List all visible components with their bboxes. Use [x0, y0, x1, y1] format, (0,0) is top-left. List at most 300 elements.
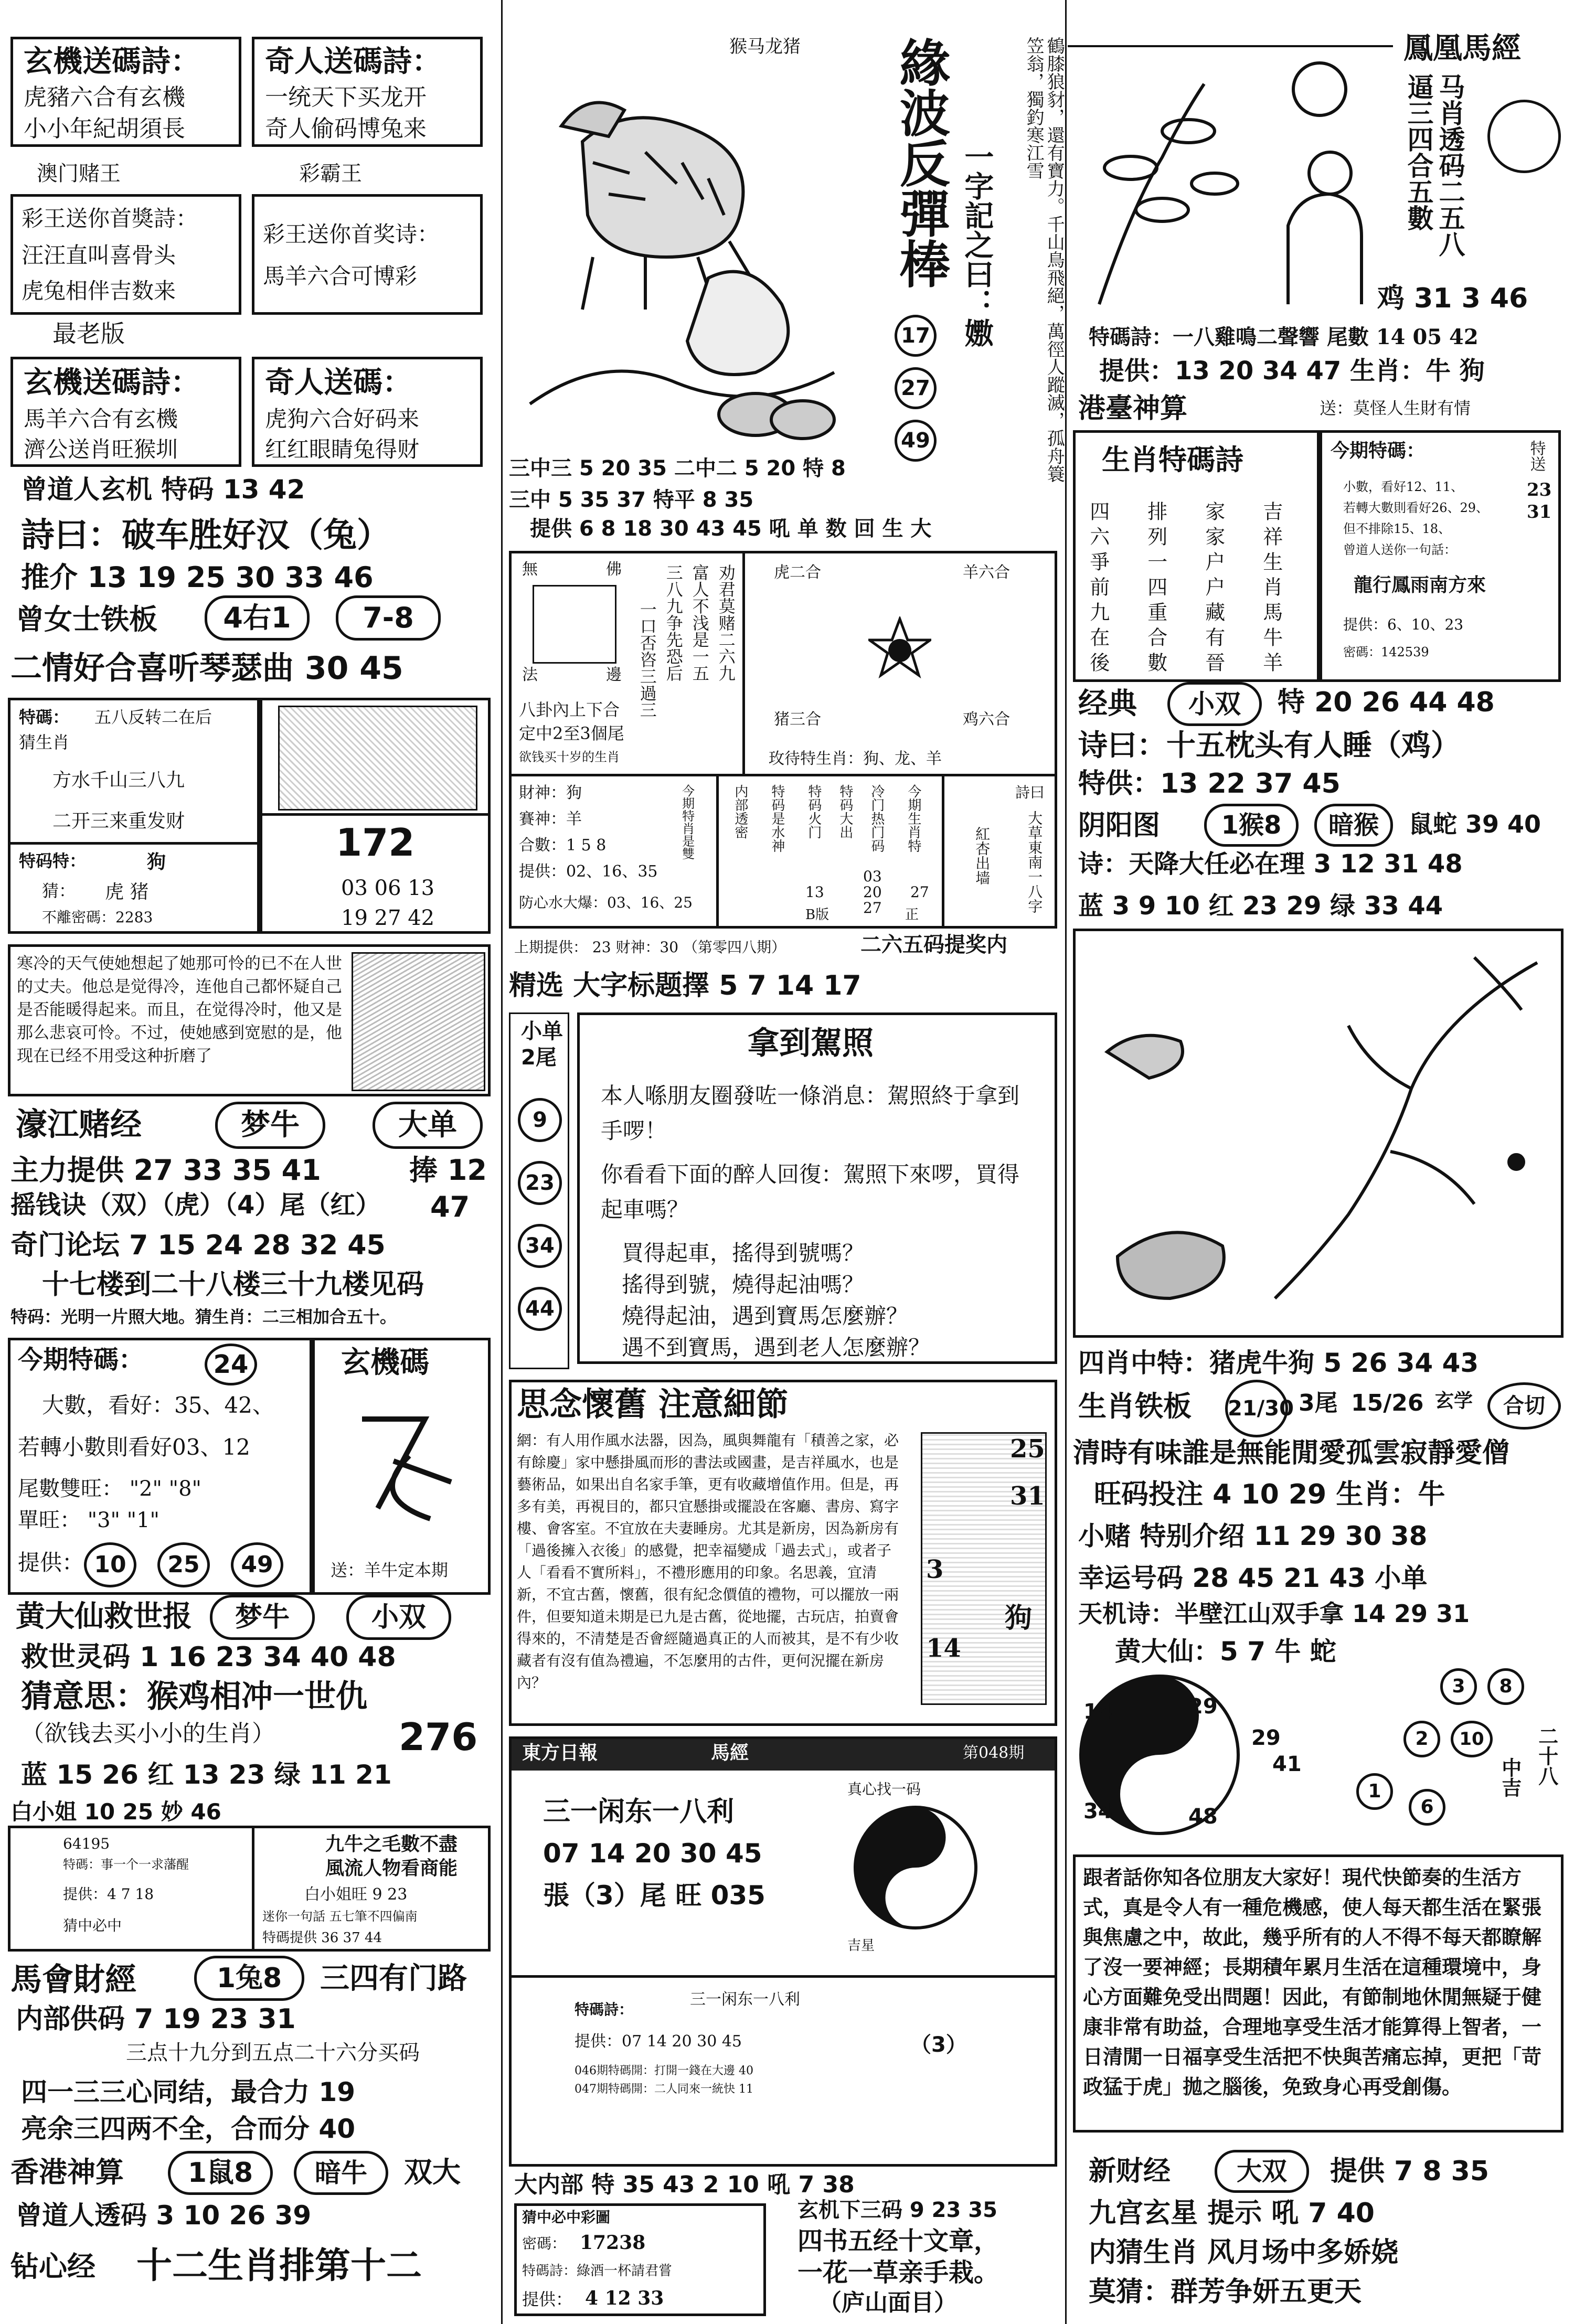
circled-word: 1猴8: [1204, 804, 1299, 847]
number: 34: [1083, 1799, 1113, 1824]
handwritten-line: 香港神算: [10, 2156, 124, 2189]
divider: [252, 1828, 254, 1949]
circled-number: 6: [1409, 1789, 1445, 1826]
handwritten-line: 三中 5 35 37 特平 8 35: [509, 488, 754, 512]
header-text: 馬經: [711, 1742, 749, 1764]
vertical-text: 四六爭前九在後: [1086, 501, 1110, 677]
poem-title: 奇人送碼：: [265, 365, 412, 400]
handwritten-line: 濠江赌经: [16, 1106, 142, 1143]
caitu-box: [8, 1826, 491, 1952]
tema-box: [8, 698, 260, 934]
handwritten-line: 曾女士铁板: [16, 603, 157, 636]
divider: [262, 813, 488, 816]
divider: [512, 1975, 1055, 1978]
handwritten-line: 九宫玄星 提示 吼 7 40: [1089, 2198, 1375, 2229]
vertical-text: 逼三四合五數: [1403, 73, 1434, 231]
handwritten-line: 大内部 特 35 43 2 10 吼 7 38: [514, 2171, 855, 2198]
label: 送：羊牛定本期: [331, 1560, 449, 1580]
tiger-icon: [509, 58, 845, 456]
article-line: 買得起車，搖得到號嗎？: [622, 1240, 865, 1266]
number: 03: [863, 868, 882, 885]
number: 14: [926, 1634, 961, 1663]
label: 白小姐旺 9 23: [304, 1885, 408, 1904]
label: 詩曰: [1015, 784, 1045, 801]
label: 提供：07 14 20 30 45: [575, 2032, 742, 2051]
vertical-text: 吉祥生肖馬牛羊: [1259, 501, 1283, 677]
vertical-text: 一字記之曰：嫐: [960, 142, 995, 347]
handwritten-line: 提供 6 8 18 30 43 45 吼 单 数 回 生 大: [530, 517, 932, 541]
divider: [716, 774, 719, 929]
vertical-text: 一口否咨三過三: [637, 601, 657, 718]
label: 特送: [1527, 440, 1546, 472]
circled-word: 1兔8: [194, 1956, 304, 2001]
handwritten-line: 提供：13 20 34 47 生肖：牛 狗: [1099, 356, 1485, 386]
vertical-text: 今期特肖是雙: [679, 784, 695, 860]
shengxiao-poem-box: [1073, 430, 1320, 682]
handwritten-line: 曾道人透码 3 10 26 39: [16, 2200, 312, 2231]
notice-box: [1073, 1854, 1564, 2133]
vertical-text: 富人不浅是一五: [689, 564, 710, 681]
poem-line: 馬羊六合可博彩: [263, 263, 418, 289]
label: 尾數雙旺： "2" "8": [18, 1477, 201, 1501]
header-text: 第048期: [963, 1744, 1025, 1762]
label: 曾道人送你一句話：: [1343, 542, 1456, 557]
label: 狗: [1005, 1602, 1033, 1634]
handwritten-line: 猜意思：猴鸡相冲一世仇: [21, 1678, 367, 1715]
circled-number: 49: [231, 1542, 283, 1587]
handwritten-line: 特码：光明一片照大地。猜生肖：二三相加合五十。: [10, 1307, 397, 1327]
ink-painting-box: [1073, 929, 1564, 1338]
label: 二开三来重发财: [52, 811, 185, 832]
number: 41: [1272, 1752, 1302, 1776]
tiger-illustration-box: [509, 31, 855, 456]
label: 提供：6、10、23: [1343, 616, 1464, 633]
circled-number: 44: [518, 1287, 562, 1331]
label: 特碼詩：: [575, 2001, 634, 2018]
yinyang-graphic: [1073, 1668, 1564, 1847]
header-strip: [1068, 31, 1393, 47]
circled-number: 7-8: [336, 595, 441, 641]
vertical-text: 冷门热门码: [868, 784, 885, 852]
article-line: 遇不到寶馬，遇到老人怎麼辦？: [622, 1335, 931, 1360]
article-line: 燒得起油，遇到寶馬怎麼辦？: [622, 1303, 909, 1329]
label: 財神：狗: [519, 784, 582, 802]
jinqi-right-box: [1320, 430, 1561, 682]
vertical-text: 家家户户藏有晉: [1201, 501, 1225, 677]
handwritten-line: 二六五码提奖内: [860, 933, 1007, 957]
license-article: [577, 1012, 1057, 1364]
poem-title: 奇人送碼詩：: [265, 44, 441, 79]
label: 2尾: [521, 1046, 557, 1070]
poem-line: 濟公送肖旺猴圳: [24, 436, 178, 462]
vertical-text: 马肖透码二五八: [1434, 73, 1466, 257]
scribble-graphic: [346, 1403, 462, 1529]
handwritten-line: 馬會財經: [10, 1961, 136, 1998]
label: 猜：: [42, 881, 76, 901]
label: 防心水大爆：03、16、25: [519, 894, 693, 911]
poem-line: 一统天下买龙开: [265, 84, 427, 111]
circled-word: 暗牛: [294, 2151, 388, 2195]
label: 欲钱买十岁的生肖: [519, 750, 620, 764]
article-title: 拿到駕照: [748, 1025, 874, 1062]
circled-number: 10: [1451, 1721, 1493, 1757]
label: 鸡六合: [963, 710, 1010, 729]
poem-box-5: [10, 357, 241, 467]
handwritten-line: 二情好合喜听琴瑟曲 30 45: [10, 650, 403, 687]
vertical-text: 大草東南一八字: [1026, 811, 1044, 913]
handwritten-line: 推介 13 19 25 30 33 46: [21, 561, 374, 594]
poem-box-4: [252, 194, 483, 315]
label: 密碼：142539: [1343, 645, 1429, 659]
label: 三一闲东一八利: [690, 1990, 800, 2009]
jinqi-box: [8, 1338, 312, 1595]
label: 今期特碼：: [18, 1345, 144, 1374]
notice-text: 跟者話你知各位朋友大家好！現代快節奏的生活方式，真是令人有一種危機感，使人每天都生活在緊張與焦慮之中，故此，幾乎所有的人不得不每天都瞭解了沒一要神經；長期積年累月生活在這種環境中，身心方面難免受出問題！因此，有節制地休閒無疑于健康非常有助益，合理地享受生活才能算得上智者，一日清閒一日福享受生活把不快與苦痛忘掉，更把「苛政猛于虎」拋之腦後，免致身心再受創傷。: [1083, 1865, 1542, 2098]
label: 15/26: [1351, 1390, 1424, 1416]
poem-title: 玄機送碼詩：: [24, 365, 200, 400]
circled-word: 梦牛: [210, 1595, 315, 1640]
circled-number: 23: [518, 1161, 562, 1205]
big-number: 172: [336, 820, 415, 865]
poem-line: （庐山面目）: [818, 2289, 957, 2316]
handwritten-line: 旺码投注 4 10 29 生肖：牛: [1094, 1479, 1445, 1510]
vertical-text: 鶴膝狼豺，還有寶力。千山鳥飛絕，萬徑人蹤滅，孤舟簑笠翁，獨釣寒江雪: [1023, 37, 1065, 483]
divider: [512, 774, 1055, 776]
poem-line: 虎兔相伴吉数来: [22, 278, 176, 304]
circled-word: 合切: [1487, 1382, 1561, 1430]
image-caption: 猴马龙猪: [729, 36, 801, 57]
handwritten-line: 三中三 5 20 35 二中二 5 20 特 8: [509, 456, 846, 481]
number-row: 03 06 13: [341, 876, 435, 900]
circled-number: 21/30: [1225, 1380, 1288, 1437]
handwritten-line: 276: [399, 1715, 478, 1759]
label: 送：莫怪人生財有情: [1320, 398, 1471, 418]
poem-line: 彩王送你首奖诗：: [263, 221, 440, 247]
circle-stamp: [1487, 100, 1561, 173]
handwritten-line: 摇钱诀（双）（虎）（4）尾（红）: [10, 1190, 381, 1220]
circled-number: 9: [518, 1098, 562, 1142]
label: 特碼：事一个一求藩醒: [63, 1857, 189, 1872]
number: 29: [1251, 1726, 1281, 1750]
number: 13: [805, 883, 824, 901]
number: 23: [1527, 479, 1552, 500]
poem-box-6: [252, 357, 483, 467]
label: 但不排除15、18、: [1343, 521, 1451, 536]
label: 九牛之毛數不盡: [325, 1833, 458, 1855]
label: 玄機碼: [341, 1345, 429, 1380]
label: 迷你一句話 五七筆不四偏南: [262, 1909, 418, 1924]
handwritten-line: 生肖铁板: [1078, 1390, 1192, 1423]
handwritten-line: 黄大仙：5 7 牛 蛇: [1115, 1636, 1336, 1667]
label: 提供：02、16、35: [519, 862, 658, 881]
handwritten-line: 阴阳图: [1078, 810, 1161, 841]
label: 虎二合: [774, 563, 821, 582]
label: 五八反转二在后: [94, 707, 212, 727]
handwritten-line: 亮余三四两不全，合而分 40: [21, 2114, 355, 2144]
handwritten-line: 莫猜：群芳争妍五更天: [1089, 2276, 1362, 2308]
column-divider: [501, 0, 503, 2324]
label: 玫待特生肖：狗、龙、羊: [769, 750, 942, 768]
label: 龍行鳳雨南方來: [1354, 574, 1486, 596]
label: 密碼：: [522, 2235, 567, 2252]
label: 若轉小數則看好03、12: [18, 1434, 250, 1460]
handwritten-line: 主力提供 27 33 35 41: [10, 1154, 321, 1187]
caitu-box-2: [514, 2203, 766, 2316]
story-box: [8, 944, 491, 1096]
vertical-title: 緣波反彈棒: [891, 37, 951, 289]
number: 31: [1527, 502, 1552, 523]
article-body: 網：有人用作風水法器，因為，風與舞龍有「積善之家，必有餘慶」家中懸掛風而形的書法或國畫，是吉祥風水，也是藝術品，如果出自名家手筆，更有收藏增值作用。但是，再多有美，再視目的，都只宜懸掛或擺設在客廳、書房、寫字樓、會客室。不宜放在夫妻睡房。尤其是新房，因為新房有「過後擁入衣後」的感覺，把幸福變成「過去式」，或者子人「看看不實所料」，不禮形應用的印象。名思義，宜清新，不宜古舊，懷舊，很有紀念價值的禮物，可以擺放一兩件，但要知道未期是已九是古舊，從地擺，古玩店，拍賣會得來的，不清楚是否會經隨過真正的人而被其，是不有少收藏者有沒有值為禮遍，不怎麼用的古件，更何況擺在新房內？: [517, 1432, 899, 1691]
label: 猜中必中彩圖: [522, 2209, 611, 2226]
handwritten-line: 詩曰：破车胜好汉（兔）: [21, 516, 390, 555]
circled-number: 27: [895, 367, 937, 409]
poem-box-3: [10, 194, 241, 315]
flower-dog-icon: [1068, 52, 1382, 315]
label: 特碼提供 36 37 44: [262, 1930, 382, 1946]
label: 定中2至3個尾: [519, 723, 624, 743]
vertical-text: 二十八: [1535, 1726, 1558, 1786]
label: 虎 猪: [105, 881, 149, 903]
side-numbers: [509, 1012, 569, 1369]
vertical-text: 紅杏出墙: [973, 826, 991, 885]
nostalgia-article: [509, 1380, 1057, 1726]
poem-line: 四书五经十文章，: [797, 2226, 999, 2256]
handwritten-line: 小赌 特别介绍 11 29 30 38: [1078, 1521, 1428, 1551]
label: 真心找一码: [847, 1781, 921, 1798]
label: 17238: [580, 2232, 646, 2254]
handwritten-line: 鸡 31 3 46: [1377, 283, 1528, 314]
label: 八卦內上下合: [519, 700, 620, 720]
label: 方水千山三八九: [52, 770, 185, 791]
handwritten-line: 白小姐 10 25 妙 46: [10, 1799, 221, 1825]
circled-number: 3: [1440, 1668, 1477, 1705]
handwritten-line: 張（3）尾 旺 035: [543, 1880, 765, 1911]
header-text: 東方日報: [522, 1742, 598, 1764]
circled-word: 1鼠8: [168, 2151, 273, 2195]
handwritten-line: 天机诗：半壁江山双手拿 14 29 31: [1078, 1600, 1470, 1628]
label: 046期特碼開：打開一錢在大邊 40: [575, 2064, 753, 2077]
scribble-icon: [346, 1403, 462, 1529]
circled-word: 梦牛: [215, 1102, 325, 1149]
face-illustration: [278, 706, 477, 811]
label: 小數，看好12、11、: [1343, 479, 1464, 494]
number: 29: [1188, 1694, 1218, 1719]
label: 大數，看好：35、42、: [42, 1392, 274, 1418]
handwritten-line: 经典: [1078, 687, 1137, 721]
handwritten-line: 鼠蛇 39 40: [1409, 810, 1541, 838]
headline: 清時有味誰是無能閒愛孤雲寂靜愛僧: [1073, 1437, 1510, 1469]
label: 4 12 33: [585, 2287, 664, 2309]
label: 猪三合: [774, 710, 821, 729]
middle-column: [504, 0, 1065, 2324]
circled-word: 暗猴: [1314, 804, 1393, 847]
poem-box-2: [252, 37, 483, 147]
handwritten-line: 蓝 15 26 红 13 23 绿 11 21: [21, 1760, 392, 1790]
masthead: 鳳凰馬經: [1403, 31, 1521, 66]
xuanji-box: [312, 1338, 491, 1595]
phoenix-header-box: [1068, 31, 1566, 325]
handwritten-line: 救世灵码 1 16 23 34 40 48: [21, 1641, 396, 1673]
label: 特碼：: [19, 707, 70, 727]
handwritten-line: 玄机下三码 9 23 35: [797, 2198, 997, 2222]
circled-number: 10: [84, 1542, 136, 1587]
section-title: 澳门赌王: [37, 162, 121, 186]
number: 48: [1188, 1805, 1218, 1829]
star-icon: [868, 616, 931, 679]
number-row: 19 27 42: [341, 906, 435, 930]
label: 法: [522, 666, 538, 684]
label: 猜中必中: [63, 1917, 122, 1934]
handwritten-line: 三四有门路: [320, 1961, 467, 1996]
poem-line: 红红眼睛兔得财: [265, 436, 420, 462]
poem-line: 一花一草亲手栽。: [797, 2258, 999, 2287]
circled-number: 25: [157, 1542, 210, 1587]
handwritten-line: 曾道人玄机 特码 13 42: [21, 474, 305, 505]
label: 狗: [147, 851, 166, 873]
label: 64195: [63, 1835, 110, 1852]
label: 小单: [521, 1019, 563, 1043]
article-line: 搖得到號，燒得起油嗎？: [622, 1272, 865, 1297]
label: （3）: [910, 2033, 967, 2057]
poem-line: 汪汪直叫喜骨头: [22, 242, 176, 268]
column-divider: [1065, 0, 1067, 2324]
label: 正: [905, 907, 919, 923]
article-paragraph: 本人喺朋友圈發咗一條消息：駕照終于拿到手啰！: [601, 1083, 1020, 1144]
handwritten-line: 港臺神算: [1078, 393, 1188, 424]
circled-word: 大单: [373, 1102, 483, 1149]
handwritten-line: 四一三三心同结，最合力 19: [21, 2077, 355, 2107]
circled-number: 24: [205, 1344, 257, 1385]
label: 提供：: [18, 1550, 84, 1575]
label: 047期特碼開：二人同來一統快 11: [575, 2083, 753, 2096]
right-column: [1068, 0, 1569, 2324]
article-title: 思念懷舊 注意細節: [517, 1385, 789, 1423]
oriental-daily-box: [509, 1736, 1057, 2167]
number: 31: [1010, 1481, 1045, 1511]
number: 14: [1083, 1700, 1113, 1724]
handwritten-line: （欲钱去买小小的生肖）: [21, 1720, 275, 1747]
box-title: 生肖特碼詩: [1102, 443, 1243, 476]
circled-word: 小双: [1167, 682, 1262, 726]
taiji-icon: [847, 1802, 984, 1933]
handwritten-line: 诗曰：十五枕头有人睡（鸡）: [1078, 729, 1460, 763]
label: 玄学: [1435, 1390, 1473, 1412]
label: 不離密碼：2283: [42, 909, 153, 926]
vertical-text: 特码大出: [837, 784, 853, 839]
portrait-illustration: [352, 952, 485, 1091]
handwritten-line: 双大: [404, 2156, 461, 2189]
handwritten-line: 47: [430, 1190, 470, 1223]
vertical-text: 今期生肖特: [905, 784, 921, 852]
tema-right-box: [260, 698, 491, 934]
poem-line: 小小年紀胡須長: [24, 115, 185, 142]
label: 單旺： "3" "1": [18, 1508, 159, 1532]
circled-number: 49: [895, 420, 937, 462]
number: 25: [1010, 1434, 1045, 1464]
divider: [742, 553, 745, 774]
circled-number: 4右1: [205, 595, 310, 641]
vertical-text: 三八九争先恐后: [663, 564, 684, 681]
section-title: 最老版: [52, 319, 125, 348]
circled-number: 1: [1356, 1773, 1393, 1810]
section-title: 彩霸王: [299, 162, 362, 186]
story-text: 寒冷的天气使她想起了她那可怜的已不在人世的丈夫。他总是觉得冷，连他自己都怀疑自己是否能暖得起来。而且，在觉得冷时，他又是那么悲哀可怜。不过，使她感到宽慰的是，他现在已经不用受这种折磨了: [17, 954, 342, 1066]
poem-title: 玄機送碼詩：: [24, 44, 200, 79]
poem-box-1: [10, 37, 241, 147]
handwritten-line: 十七楼到二十八楼三十九楼见码: [42, 1269, 424, 1300]
handwritten-line: 黄大仙救世报: [16, 1600, 192, 1634]
label: 合數：1 5 8: [519, 836, 607, 855]
article-paragraph: 你看看下面的醉人回復：駕照下來啰，買得起車嗎？: [601, 1161, 1020, 1223]
divider: [942, 774, 944, 929]
handwritten-line: 捧 12: [409, 1154, 487, 1187]
circled-number: 17: [895, 315, 937, 357]
label: 提供：4 7 18: [63, 1885, 154, 1903]
label: 特碼詩：一八雞鳴二聲響 尾數 14 05 42: [1089, 325, 1479, 349]
vertical-text: 特码火门: [805, 784, 822, 839]
label: 佛: [606, 560, 622, 579]
box-title: 今期特碼：: [1331, 440, 1426, 462]
handwritten-line: 蓝 3 9 10 红 23 29 绿 33 44: [1078, 891, 1443, 921]
label: B版: [805, 907, 829, 923]
handwritten-line: 精选 大字标题擇 5 7 14 17: [509, 970, 862, 1001]
handwritten-line: 内猜生肖 风月场中多娇娆: [1089, 2237, 1399, 2268]
label: 若轉大數則看好26、29、: [1343, 500, 1489, 515]
number: 27: [863, 899, 882, 916]
bagua-box: [509, 551, 1057, 929]
vertical-text: 劝君莫赌二六九: [716, 564, 736, 681]
label: 特碼詩：綠酒一杯請君嘗: [522, 2263, 673, 2279]
vertical-text: 内部透密: [732, 784, 748, 839]
label: 邊: [606, 666, 622, 684]
poem-line: 彩王送你首獎詩：: [22, 206, 198, 231]
handwritten-line: 内部供码 7 19 23 31: [16, 2003, 296, 2035]
handwritten-line: 三一闲东一八利: [543, 1796, 735, 1828]
poem-line: 虎狗六合好码来: [265, 406, 420, 432]
circled-number: 8: [1487, 1668, 1524, 1705]
headline: 十二生肖排第十二: [136, 2245, 422, 2287]
left-column: [0, 0, 501, 2324]
number: 3: [926, 1555, 944, 1584]
label: 吉星: [847, 1938, 875, 1954]
handwritten-line: 提供 7 8 35: [1330, 2156, 1490, 2187]
label: 提供：: [522, 2289, 573, 2309]
handwritten-line: 特 20 26 44 48: [1278, 687, 1495, 718]
poem-line: 虎豬六合有玄機: [24, 84, 185, 111]
footer-note: 上期提供： 23 财神：30 （第零四八期）: [514, 939, 786, 956]
handwritten-line: 07 14 20 30 45: [543, 1838, 762, 1869]
circled-word: 小双: [346, 1595, 451, 1640]
poem-line: 馬羊六合有玄機: [24, 406, 178, 432]
handwritten-line: 钻心经: [10, 2250, 95, 2283]
label: 賽神：羊: [519, 810, 582, 828]
handwritten-line: 新财经: [1089, 2156, 1171, 2187]
handwritten-line: 特供：13 22 37 45: [1078, 768, 1341, 799]
handwritten-line: 诗：天降大任必在理 3 12 31 48: [1078, 849, 1463, 879]
divider: [10, 842, 257, 845]
circled-word: 大双: [1215, 2150, 1309, 2193]
grid-graphic: [533, 585, 616, 664]
circled-number: 34: [518, 1224, 562, 1268]
circled-number: 2: [1403, 1721, 1440, 1757]
ink-painting-icon: [1076, 931, 1558, 1335]
label: 風流人物看商能: [325, 1857, 458, 1879]
label: 3尾: [1299, 1390, 1338, 1416]
label: 特码特：: [19, 851, 87, 871]
vertical-text: 排列一四重合數: [1144, 501, 1167, 677]
handwritten-line: 三点十九分到五点二十六分买码: [126, 2041, 420, 2065]
vertical-text: 中吉: [1498, 1757, 1522, 1797]
